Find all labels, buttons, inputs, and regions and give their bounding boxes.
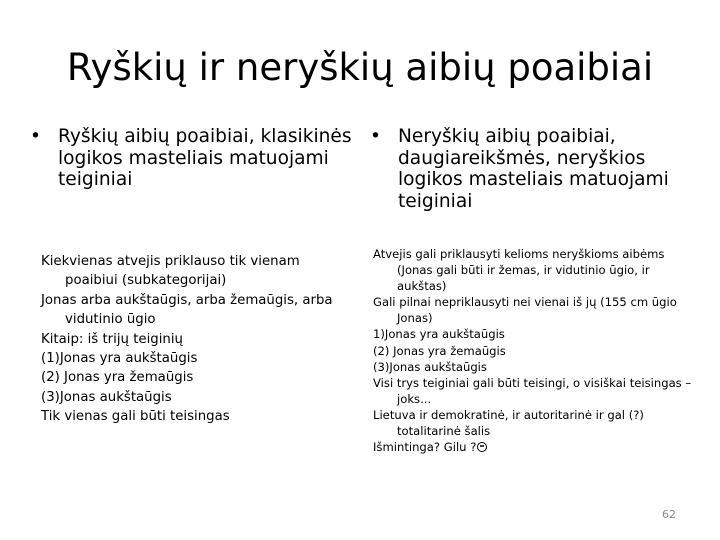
smiley-icon xyxy=(477,442,487,452)
right-body-list xyxy=(373,246,698,455)
list-item: Visi trys teiginiai gali būti teisingi, o visiškai teisingas – joks... xyxy=(373,375,692,406)
list-item: (3)Jonas aukštaūgis xyxy=(373,359,487,374)
right-bullet xyxy=(370,126,708,212)
list-item: Atvejis gali priklausyti kelioms neryškioms aibėms (Jonas gali būti ir žemas, ir vidutinio ūgio, ir aukštas) xyxy=(373,247,665,294)
list-item: Tik vienas gali būti teisingas xyxy=(41,409,230,425)
left-bullet-text: Ryškių aibių poaibiai, klasikinės logikos masteliais matuojami teiginiai xyxy=(58,126,352,190)
list-item: (1)Jonas yra aukštaūgis xyxy=(41,351,198,367)
bullet-dot: • xyxy=(370,126,381,147)
bullet-dot: • xyxy=(30,126,41,147)
slide-title: Ryškių ir neryškių aibių poaibiai xyxy=(66,46,654,89)
right-bullet-text: Neryškių aibių poaibiai, daugiareikšmės, neryškios logikos masteliais matuojami teiginiai xyxy=(398,126,669,212)
list-item: 1)Jonas yra aukštaūgis xyxy=(373,327,505,342)
list-item: (2) Jonas yra žemaūgis xyxy=(373,343,506,358)
list-item: Kiekvienas atvejis priklauso tik vienam poaibiui (subkategorijai) xyxy=(41,254,300,289)
left-body-list xyxy=(41,252,351,427)
page-number: 62 xyxy=(662,508,676,521)
left-bullet xyxy=(30,126,358,191)
list-item: (2) Jonas yra žemaūgis xyxy=(41,370,194,386)
list-item-text: Išmintinga? Gilu ? xyxy=(373,440,477,455)
list-item: (3)Jonas aukštaūgis xyxy=(41,389,172,405)
list-item: Kitaip: iš trijų teiginių xyxy=(41,331,183,347)
list-item: Gali pilnai nepriklausyti nei vienai iš jų (155 cm ūgio Jonas) xyxy=(373,295,677,326)
list-item: Lietuva ir demokratinė, ir autoritarinė ir gal (?) totalitarinė šalis xyxy=(373,407,644,439)
list-item: Jonas arba aukštaūgis, arba žemaūgis, arba vidutinio ūgio xyxy=(41,292,333,328)
list-item-last xyxy=(373,439,698,455)
